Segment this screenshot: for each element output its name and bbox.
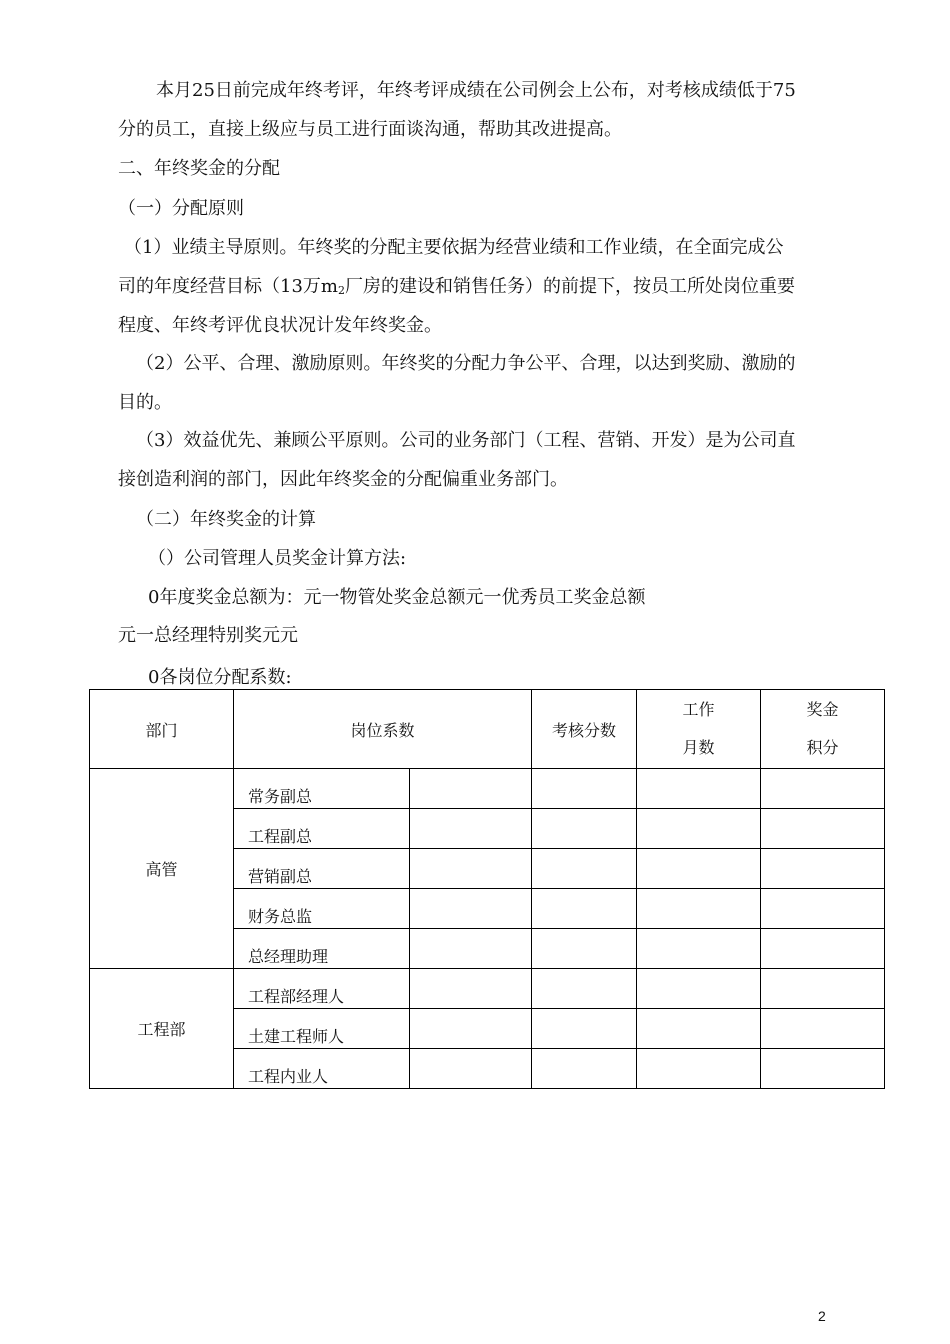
months-cell xyxy=(637,1049,761,1089)
header-coef: 岗位系数 xyxy=(234,690,532,769)
header-dept: 部门 xyxy=(90,690,234,769)
header-months xyxy=(637,690,761,769)
paragraph-line xyxy=(118,275,795,303)
score-cell xyxy=(532,1049,637,1089)
months-cell xyxy=(637,969,761,1009)
months-cell xyxy=(637,889,761,929)
header-bonus-line1: 奖金 xyxy=(806,700,839,719)
table-row xyxy=(90,769,885,809)
score-cell xyxy=(532,1009,637,1049)
paragraph-line: （）公司管理人员奖金计算方法: xyxy=(148,548,407,569)
position-cell: 营销副总 xyxy=(234,849,410,889)
paragraph-line: 目的。 xyxy=(118,392,172,413)
position-cell: 常务副总 xyxy=(234,769,410,809)
coef-cell xyxy=(410,969,532,1009)
header-bonus xyxy=(761,690,885,769)
months-cell xyxy=(637,1009,761,1049)
coef-cell xyxy=(410,769,532,809)
subsection-heading: （一）分配原则 xyxy=(118,198,244,219)
paragraph-line: 元一总经理特别奖元元 xyxy=(118,625,298,646)
months-cell xyxy=(637,929,761,969)
position-cell: 工程内业人 xyxy=(234,1049,410,1089)
bonus-cell xyxy=(761,809,885,849)
paragraph-line: 程度、年终考评优良状况计发年终奖金。 xyxy=(118,315,442,336)
position-cell: 工程部经理人 xyxy=(234,969,410,1009)
coef-cell xyxy=(410,929,532,969)
position-cell: 财务总监 xyxy=(234,889,410,929)
coef-cell xyxy=(410,889,532,929)
bonus-cell xyxy=(761,849,885,889)
paragraph-line: 本月25日前完成年终考评，年终考评成绩在公司例会上公布，对考核成绩低于75 xyxy=(156,80,796,101)
months-cell xyxy=(637,809,761,849)
bonus-cell xyxy=(761,929,885,969)
coef-cell xyxy=(410,1049,532,1089)
subsection-heading: （二）年终奖金的计算 xyxy=(136,509,316,530)
page-number: 2 xyxy=(818,1308,826,1324)
score-cell xyxy=(532,769,637,809)
position-cell: 土建工程师人 xyxy=(234,1009,410,1049)
paragraph-line: （1）业绩主导原则。年终奖的分配主要依据为经营业绩和工作业绩，在全面完成公 xyxy=(124,237,784,258)
months-cell xyxy=(637,849,761,889)
dept-cell: 工程部 xyxy=(90,969,234,1089)
score-cell xyxy=(532,889,637,929)
score-cell xyxy=(532,809,637,849)
paragraph-line: （3）效益优先、兼顾公平原则。公司的业务部门（工程、营销、开发）是为公司直 xyxy=(136,430,796,451)
coef-cell xyxy=(410,809,532,849)
bonus-cell xyxy=(761,889,885,929)
score-cell xyxy=(532,969,637,1009)
superscript-unit: 2 xyxy=(337,284,345,297)
text-segment: 厂房的建设和销售任务）的前提下，按员工所处岗位重要 xyxy=(344,276,795,297)
dept-cell: 高管 xyxy=(90,769,234,969)
paragraph-line: 分的员工，直接上级应与员工进行面谈沟通，帮助其改进提高。 xyxy=(118,119,622,140)
coef-cell xyxy=(410,849,532,889)
header-score: 考核分数 xyxy=(532,690,637,769)
paragraph-line: 接创造利润的部门，因此年终奖金的分配偏重业务部门。 xyxy=(118,469,568,490)
allocation-table xyxy=(89,689,885,1089)
bonus-cell xyxy=(761,969,885,1009)
section-heading: 二、年终奖金的分配 xyxy=(118,158,280,179)
text-segment: 司的年度经营目标（13万m xyxy=(118,276,338,297)
score-cell xyxy=(532,929,637,969)
score-cell xyxy=(532,849,637,889)
table-header-row xyxy=(90,690,885,769)
position-cell: 总经理助理 xyxy=(234,929,410,969)
coef-cell xyxy=(410,1009,532,1049)
position-cell: 工程副总 xyxy=(234,809,410,849)
bonus-cell xyxy=(761,1009,885,1049)
header-months-line1: 工作 xyxy=(682,700,715,719)
months-cell xyxy=(637,769,761,809)
bonus-cell xyxy=(761,1049,885,1089)
paragraph-line: （2）公平、合理、激励原则。年终奖的分配力争公平、合理，以达到奖励、激励的 xyxy=(136,353,796,374)
header-months-line2: 月数 xyxy=(682,738,715,757)
table-row xyxy=(90,969,885,1009)
header-bonus-line2: 积分 xyxy=(806,738,839,757)
bonus-cell xyxy=(761,769,885,809)
paragraph-line: 0年度奖金总额为：元一物管处奖金总额元一优秀员工奖金总额 xyxy=(148,587,646,608)
paragraph-line: 0各岗位分配系数: xyxy=(148,667,292,688)
